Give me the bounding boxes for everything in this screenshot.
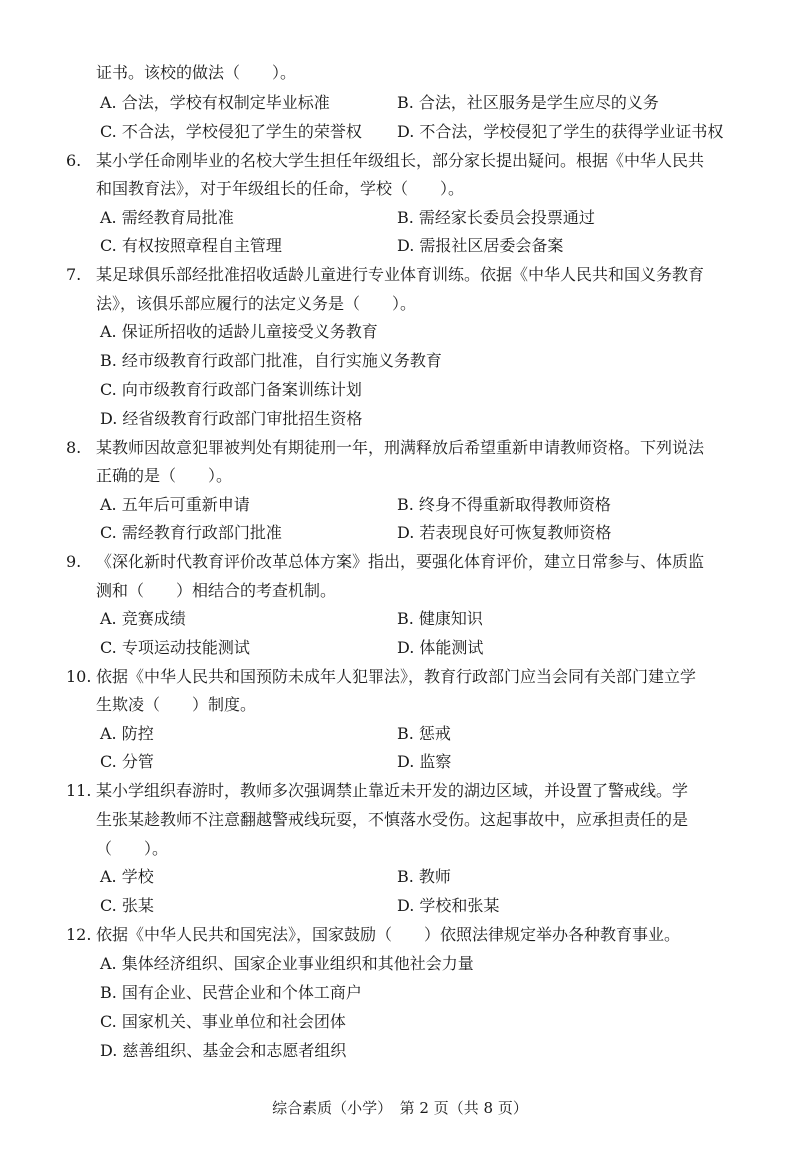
option-c: C. 需经教育行政部门批准 xyxy=(100,523,282,542)
option-a: A. 学校 xyxy=(100,867,154,886)
question-stem: 某小学组织春游时，教师多次强调禁止靠近未开发的湖边区域，并设置了警戒线。学 xyxy=(96,781,689,800)
question-stem: 测和（ ）相结合的考查机制。 xyxy=(96,581,337,600)
option-d: D. 学校和张某 xyxy=(397,896,500,915)
question-stem: 生张某趁教师不注意翻越警戒线玩耍，不慎落水受伤。这起事故中，应承担责任的是 xyxy=(96,810,689,829)
page-footer: 综合素质（小学） 第 2 页（共 8 页） xyxy=(272,1099,528,1117)
option-c: C. 张某 xyxy=(100,896,154,915)
option-c: C. 分管 xyxy=(100,752,154,771)
question-stem: 依据《中华人民共和国预防未成年人犯罪法》，教育行政部门应当会同有关部门建立学 xyxy=(96,667,697,686)
option-b: B. 国有企业、民营企业和个体工商户 xyxy=(100,983,362,1002)
option-a: A. 集体经济组织、国家企业事业组织和其他社会力量 xyxy=(100,954,474,973)
question-stem: 生欺凌（ ）制度。 xyxy=(96,695,257,714)
question-stem: 和国教育法》，对于年级组长的任命，学校（ ）。 xyxy=(96,179,465,198)
option-a: A. 防控 xyxy=(100,724,154,743)
question-stem: 某教师因故意犯罪被判处有期徒刑一年，刑满释放后希望重新申请教师资格。下列说法 xyxy=(96,438,705,457)
option-b: B. 健康知识 xyxy=(397,609,483,628)
question-stem: 证书。该校的做法（ ）。 xyxy=(96,63,297,82)
question-stem: 《深化新时代教育评价改革总体方案》指出，要强化体育评价，建立日常参与、体质监 xyxy=(96,552,705,571)
option-b: B. 教师 xyxy=(397,867,451,886)
option-a: A. 五年后可重新申请 xyxy=(100,495,250,514)
option-b: B. 合法，社区服务是学生应尽的义务 xyxy=(397,93,659,112)
option-b: B. 经市级教育行政部门批准，自行实施义务教育 xyxy=(100,351,442,370)
question-number: 8. xyxy=(66,438,82,457)
question-stem: （ ）。 xyxy=(96,839,169,858)
question-number: 7. xyxy=(66,265,82,284)
question-number: 10. xyxy=(66,667,92,686)
option-d: D. 监察 xyxy=(397,752,452,771)
option-d: D. 不合法，学校侵犯了学生的获得学业证书权 xyxy=(397,122,724,141)
question-stem: 某足球俱乐部经批准招收适龄儿童进行专业体育训练。依据《中华人民共和国义务教育 xyxy=(96,265,705,284)
question-stem: 依据《中华人民共和国宪法》，国家鼓励（ ）依照法律规定举办各种教育事业。 xyxy=(96,925,681,944)
option-b: B. 终身不得重新取得教师资格 xyxy=(397,495,611,514)
option-d: D. 慈善组织、基金会和志愿者组织 xyxy=(100,1041,347,1060)
option-a: A. 竞赛成绩 xyxy=(100,609,186,628)
option-c: C. 不合法，学校侵犯了学生的荣誉权 xyxy=(100,122,362,141)
option-a: A. 需经教育局批准 xyxy=(100,208,234,227)
option-d: D. 需报社区居委会备案 xyxy=(397,236,564,255)
question-number: 11. xyxy=(66,781,92,800)
option-b: B. 惩戒 xyxy=(397,724,451,743)
question-number: 12. xyxy=(66,925,92,944)
option-d: D. 经省级教育行政部门审批招生资格 xyxy=(100,409,363,428)
option-a: A. 合法，学校有权制定毕业标准 xyxy=(100,93,330,112)
question-number: 9. xyxy=(66,552,82,571)
question-stem: 正确的是（ ）。 xyxy=(96,466,233,485)
question-stem: 某小学任命刚毕业的名校大学生担任年级组长，部分家长提出疑问。根据《中华人民共 xyxy=(96,151,705,170)
option-d: D. 体能测试 xyxy=(397,638,484,657)
option-c: C. 有权按照章程自主管理 xyxy=(100,236,282,255)
option-d: D. 若表现良好可恢复教师资格 xyxy=(397,523,612,542)
option-c: C. 专项运动技能测试 xyxy=(100,638,250,657)
option-c: C. 国家机关、事业单位和社会团体 xyxy=(100,1012,346,1031)
option-c: C. 向市级教育行政部门备案训练计划 xyxy=(100,380,362,399)
option-b: B. 需经家长委员会投票通过 xyxy=(397,208,595,227)
question-number: 6. xyxy=(66,151,82,170)
option-a: A. 保证所招收的适龄儿童接受义务教育 xyxy=(100,322,378,341)
question-stem: 法》，该俱乐部应履行的法定义务是（ ）。 xyxy=(96,294,417,313)
